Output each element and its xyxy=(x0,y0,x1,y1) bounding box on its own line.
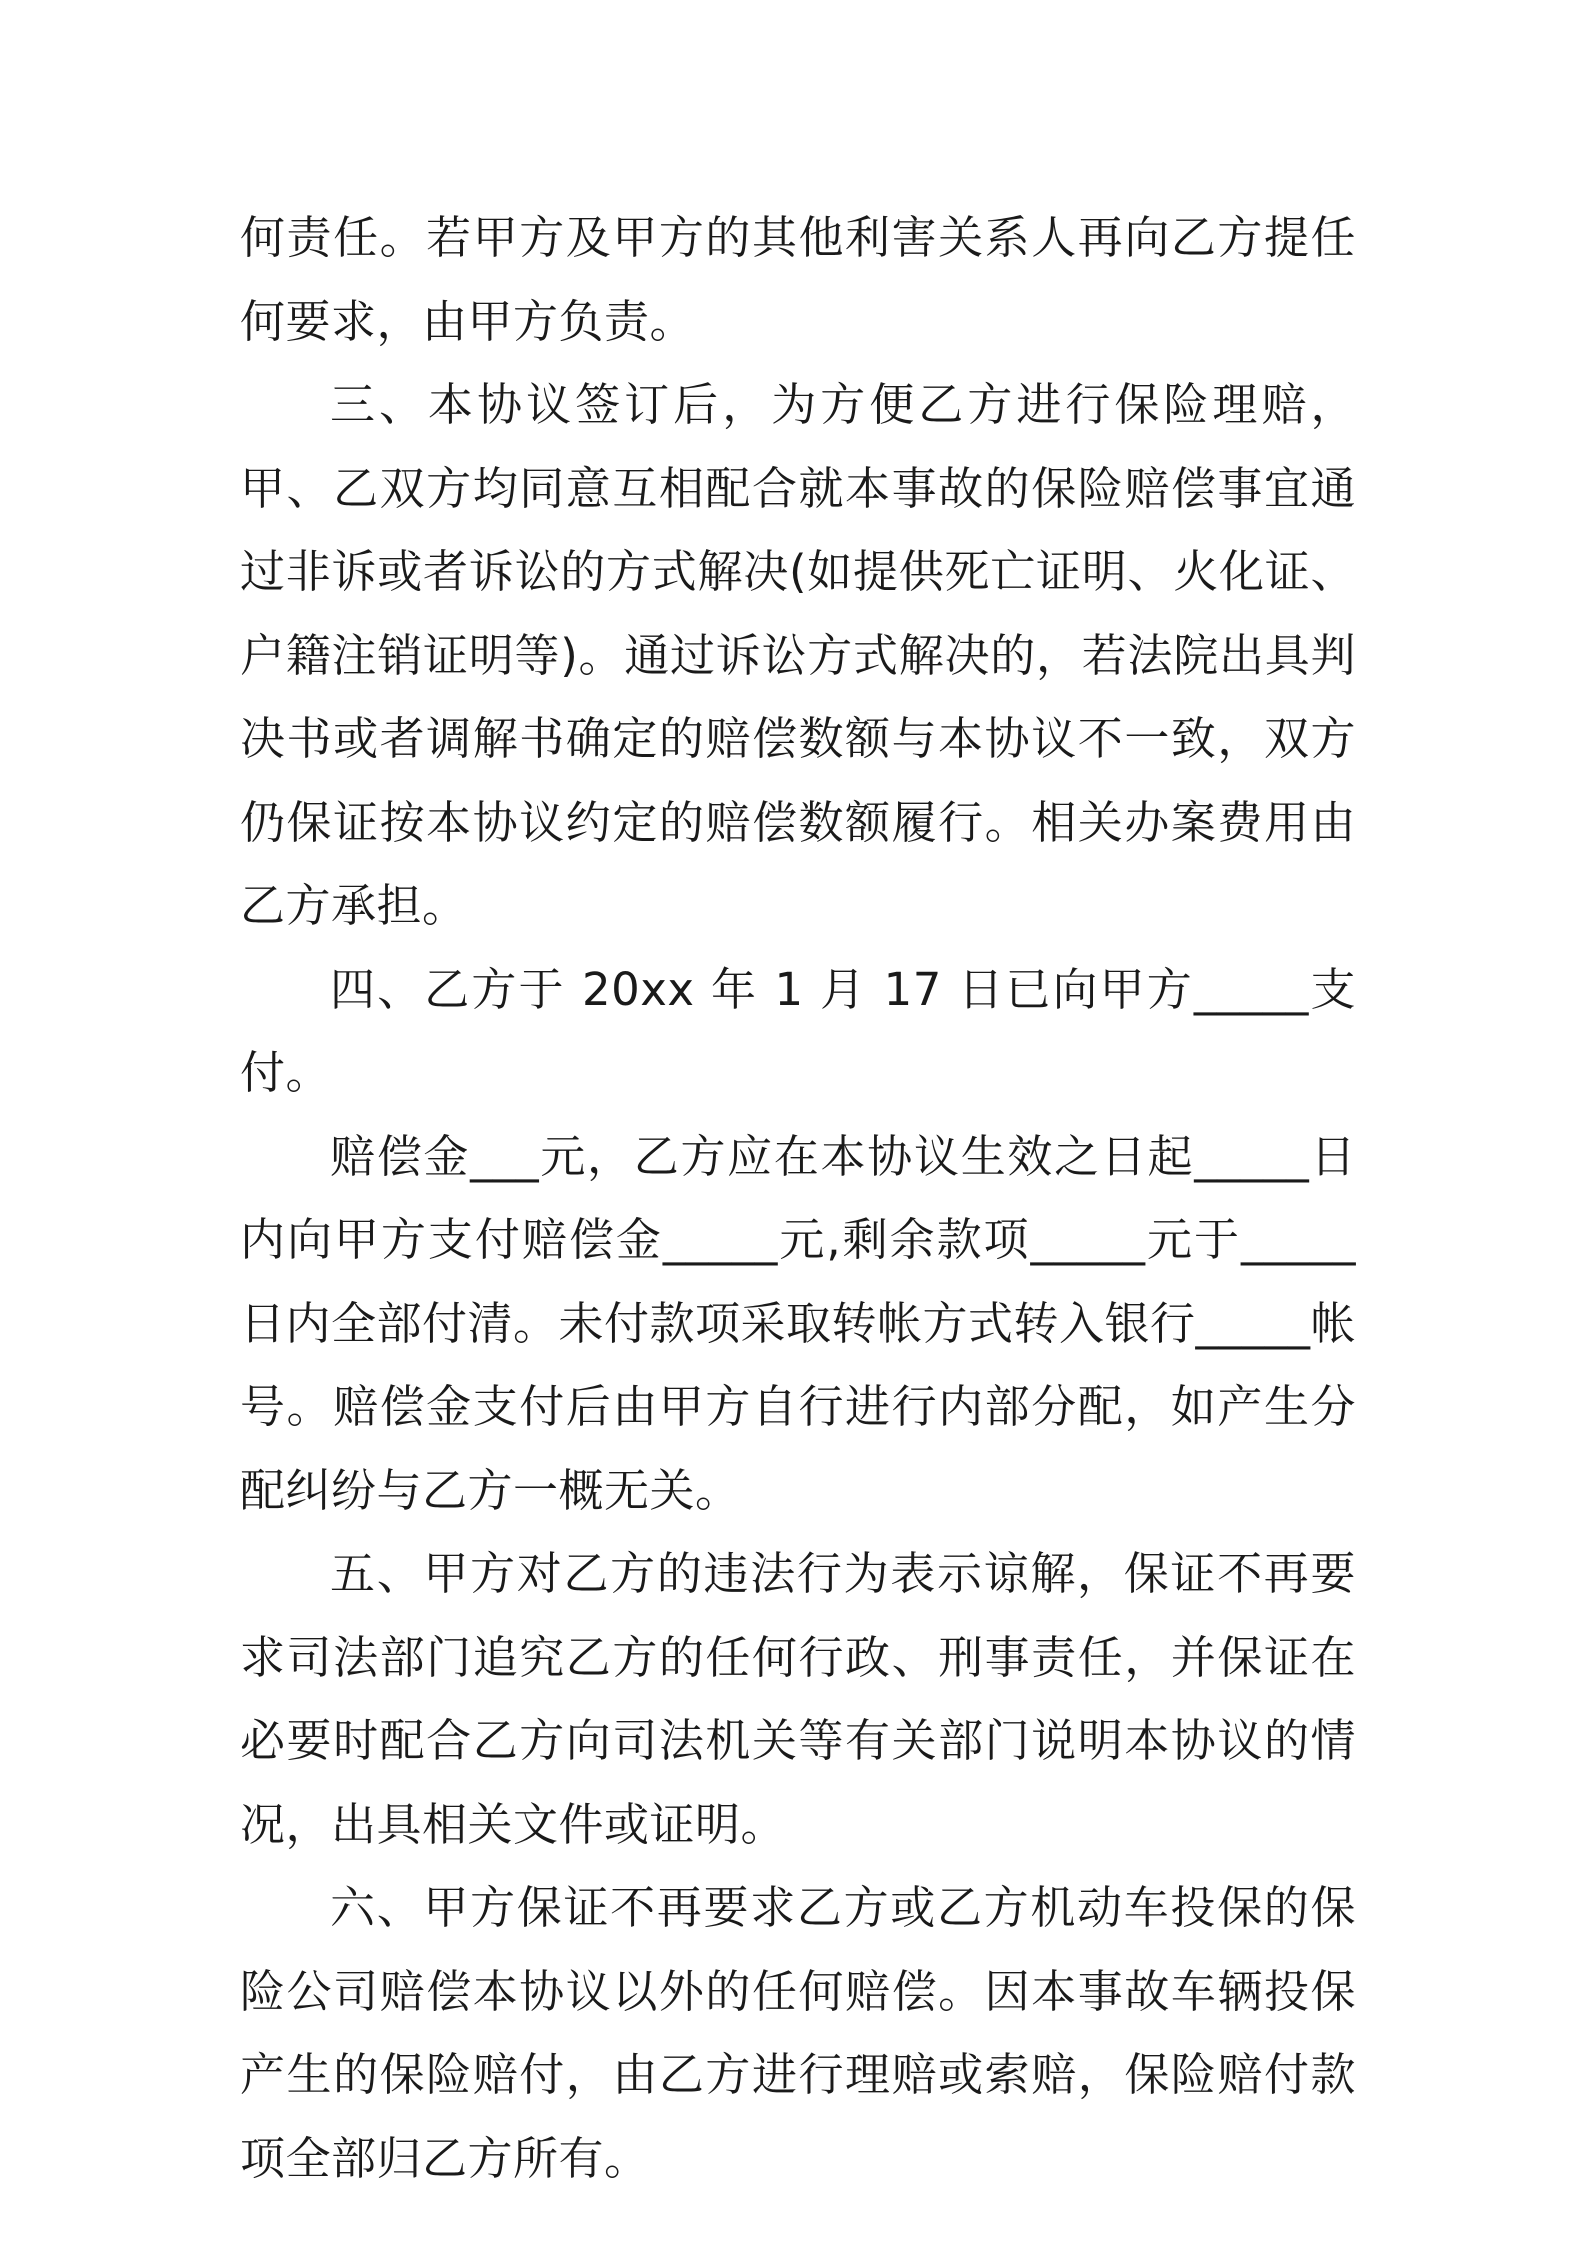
paragraph-continuation: 何责任。若甲方及甲方的其他利害关系人再向乙方提任何要求，由甲方负责。 xyxy=(240,211,1356,348)
paragraph-clause-4: 四、乙方于 20xx 年 1 月 17 日已向甲方_____支付。 xyxy=(240,962,1356,1099)
paragraph-compensation: 赔偿金___元，乙方应在本协议生效之日起_____日内向甲方支付赔偿金_____元,剩余款项_____元于_____日内全部付清。未付款项采取转帐方式转入银行_____帐号。赔偿金支付后由甲方自行进行内部分配，如产生分配纠纷与乙方一概无关。 xyxy=(240,1129,1357,1517)
paragraph-clause-3: 三、本协议签订后，为方便乙方进行保险理赔，甲、乙双方均同意互相配合就本事故的保险赔偿事宜通过非诉或者诉讼的方式解决(如提供死亡证明、火化证、户籍注销证明等)。通过诉讼方式解决的，若法院出具判决书或者调解书确定的赔偿数额与本协议不一致，双方仍保证按本协议约定的赔偿数额履行。相关办案费用由乙方承担。 xyxy=(240,378,1356,932)
paragraph-clause-5: 五、甲方对乙方的违法行为表示谅解，保证不再要求司法部门追究乙方的任何行政、刑事责任，并保证在必要时配合乙方向司法机关等有关部门说明本协议的情况，出具相关文件或证明。 xyxy=(240,1547,1356,1851)
document-body xyxy=(240,196,1356,2200)
paragraph-clause-6: 六、甲方保证不再要求乙方或乙方机动车投保的保险公司赔偿本协议以外的任何赔偿。因本事故车辆投保产生的保险赔付，由乙方进行理赔或索赔，保险赔付款项全部归乙方所有。 xyxy=(240,1881,1356,2185)
